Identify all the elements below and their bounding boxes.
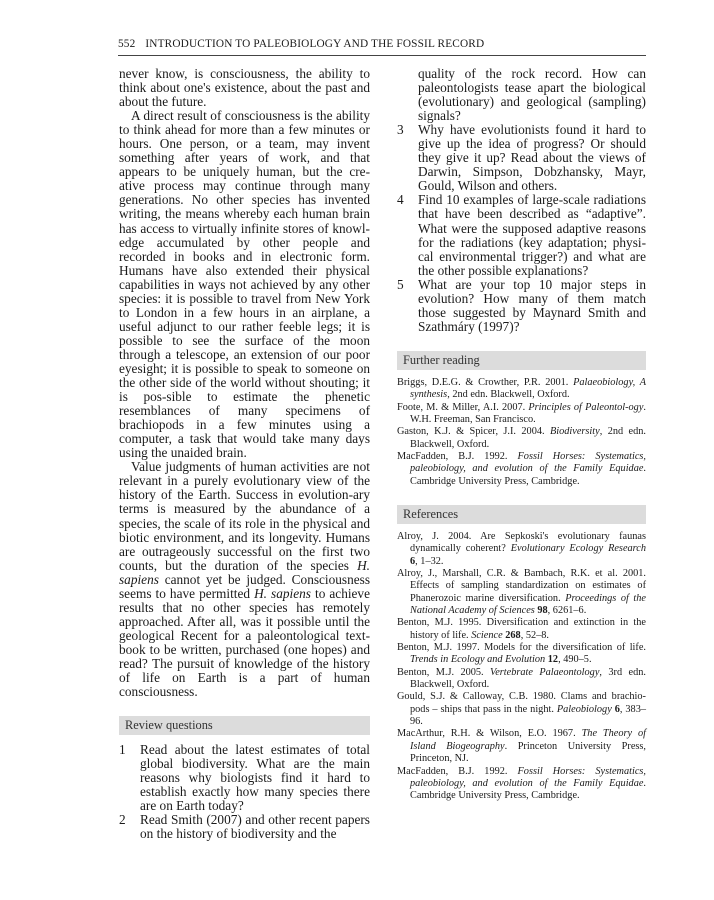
paragraph-3: Value judgments of human activities are not relevant in a purely evolutionary view of the history of the Earth. Success in evolution-ary terms is measured by the abundance of a species, the scale of its role in the physical and biotic environment, and its longevity. Humans are outrageously successful on the first two counts, but the duration of the species H. sapiens cannot yet be judged. Consciousness seems to have permitted H. sapiens to achieve results that no other species has remotely approached. After all, was it possible until the geological Recent for a paleontological text-book to be written, purchased (one hopes) and read? The pursuit of knowledge of the history of life on Earth is a part of human consciousness. bbox=[119, 459, 370, 700]
question-text: Read Smith (2007) and other recent papers on the history of biodiversity and the bbox=[140, 812, 370, 842]
left-column bbox=[119, 67, 370, 841]
question-number: 5 bbox=[397, 276, 404, 292]
question-number: 4 bbox=[397, 192, 404, 208]
question-item bbox=[397, 193, 646, 277]
paragraph-2: A direct result of consciousness is the ability to think ahead for more than a few minutes or hours. One person, or a team, may invent something after years of work, and that appears to be uniquely human, but the cre-ative process may continue through many generations. No other species has invented writing, the means whereby each human brain has access to virtually infinite stores of knowl-edge accumulated by other people and recorded in books and in electronic form. Humans have also extended their physical capabilities in ways not achieved by any other species: it is possible to travel from New York to London in a few hours in an airplane, a useful adjunct to our rather feeble legs; it is possible to see the surface of the moon through a telescope, an extension of our poor eyesight; it is possible to speak to someone on the other side of the world without shouting; it is pos-sible to estimate the phenetic resemblances of many specimens of brachiopods in a few minutes using a computer, a task that would take many days using the unaided brain. bbox=[119, 108, 370, 461]
question-item bbox=[119, 743, 370, 813]
page-number: 552 bbox=[118, 38, 136, 50]
reference-item: Gaston, K.J. & Spicer, J.I. 2004. Biodiversity, 2nd edn. Blackwell, Oxford. bbox=[397, 426, 646, 450]
reference-item: Gould, S.J. & Calloway, C.B. 1980. Clams and brachio-pods – ships that pass in the night. Paleobiology 6, 383–96. bbox=[397, 691, 646, 728]
question-number: 1 bbox=[119, 742, 126, 758]
references-list bbox=[397, 531, 646, 803]
question-text: Find 10 examples of large-scale radiations that have been described as “adaptive”. What were the supposed adaptive reasons for the radiations (key adaptation; physi-cal environmental trigger?) and what are the other possible explanations? bbox=[418, 192, 646, 278]
paragraph-1: never know, is consciousness, the ability to think about one's existence, about the past and about the future. bbox=[119, 66, 370, 110]
reference-item: Alroy, J., Marshall, C.R. & Bambach, R.K. et al. 2001. Effects of sampling standardization on estimates of Phanerozoic marine diversification. Proceedings of the National Academy of Sciences 98, 6261–6. bbox=[397, 568, 646, 617]
reference-item: Benton, M.J. 1995. Diversification and extinction in the history of life. Science 268, 52–8. bbox=[397, 617, 646, 641]
question-item bbox=[397, 123, 646, 193]
reference-item: MacFadden, B.J. 1992. Fossil Horses: Systematics, paleobiology, and evolution of the Family Equidae. Cambridge University Press, Cambridge. bbox=[397, 765, 646, 802]
question-number: 2 bbox=[119, 812, 126, 828]
right-column bbox=[397, 67, 646, 803]
question-text: What are your top 10 major steps in evolution? How many of them match those suggested by Maynard Smith and Szathmáry (1997)? bbox=[418, 276, 646, 334]
reference-item: Alroy, J. 2004. Are Sepkoski's evolutionary faunas dynamically coherent? Evolutionary Ecology Research 6, 1–32. bbox=[397, 530, 647, 567]
question-text: Read about the latest estimates of total global biodiversity. What are the main reasons why biologists find it hard to establish exactly how many species there are on Earth today? bbox=[140, 742, 370, 814]
review-questions-continued bbox=[397, 67, 646, 334]
question-text: Why have evolutionists found it hard to give up the idea of progress? Or should they give it up? Read about the views of Darwin, Simpson, Dobzhansky, Mayr, Gould, Wilson and others. bbox=[418, 122, 646, 194]
reference-item: MacFadden, B.J. 1992. Fossil Horses: Systematics, paleobiology, and evolution of the Family Equidae. Cambridge University Press, Cambridge. bbox=[397, 450, 646, 487]
review-questions-heading: Review questions bbox=[119, 716, 370, 735]
question-item bbox=[119, 813, 370, 841]
running-header bbox=[118, 38, 646, 56]
reference-item: Foote, M. & Miller, A.I. 2007. Principles of Paleontol-ogy. W.H. Freeman, San Francisco. bbox=[397, 401, 646, 425]
question-text: quality of the rock record. How can paleontologists tease apart the biological (evolutionary) and geological (sampling) signals? bbox=[418, 66, 646, 124]
reference-item: Benton, M.J. 2005. Vertebrate Palaeontology, 3rd edn. Blackwell, Oxford. bbox=[397, 666, 646, 691]
reference-item: Benton, M.J. 1997. Models for the diversification of life. Trends in Ecology and Evolution 12, 490–5. bbox=[397, 642, 646, 666]
running-title: INTRODUCTION TO PALEOBIOLOGY AND THE FOSSIL RECORD bbox=[145, 38, 485, 50]
body-text bbox=[119, 67, 370, 699]
question-number: 3 bbox=[397, 122, 404, 138]
question-item bbox=[397, 67, 646, 123]
reference-item: Briggs, D.E.G. & Crowther, P.R. 2001. Palaeobiology, A synthesis, 2nd edn. Blackwell, Oxford. bbox=[397, 376, 646, 401]
further-reading-heading: Further reading bbox=[397, 351, 646, 370]
references-heading: References bbox=[397, 505, 646, 524]
further-reading-list bbox=[397, 377, 646, 488]
question-item bbox=[397, 278, 646, 334]
review-questions-list bbox=[119, 743, 370, 841]
reference-item: MacArthur, R.H. & Wilson, E.O. 1967. The Theory of Island Biogeography. Princeton University Press, Princeton, NJ. bbox=[397, 728, 647, 765]
